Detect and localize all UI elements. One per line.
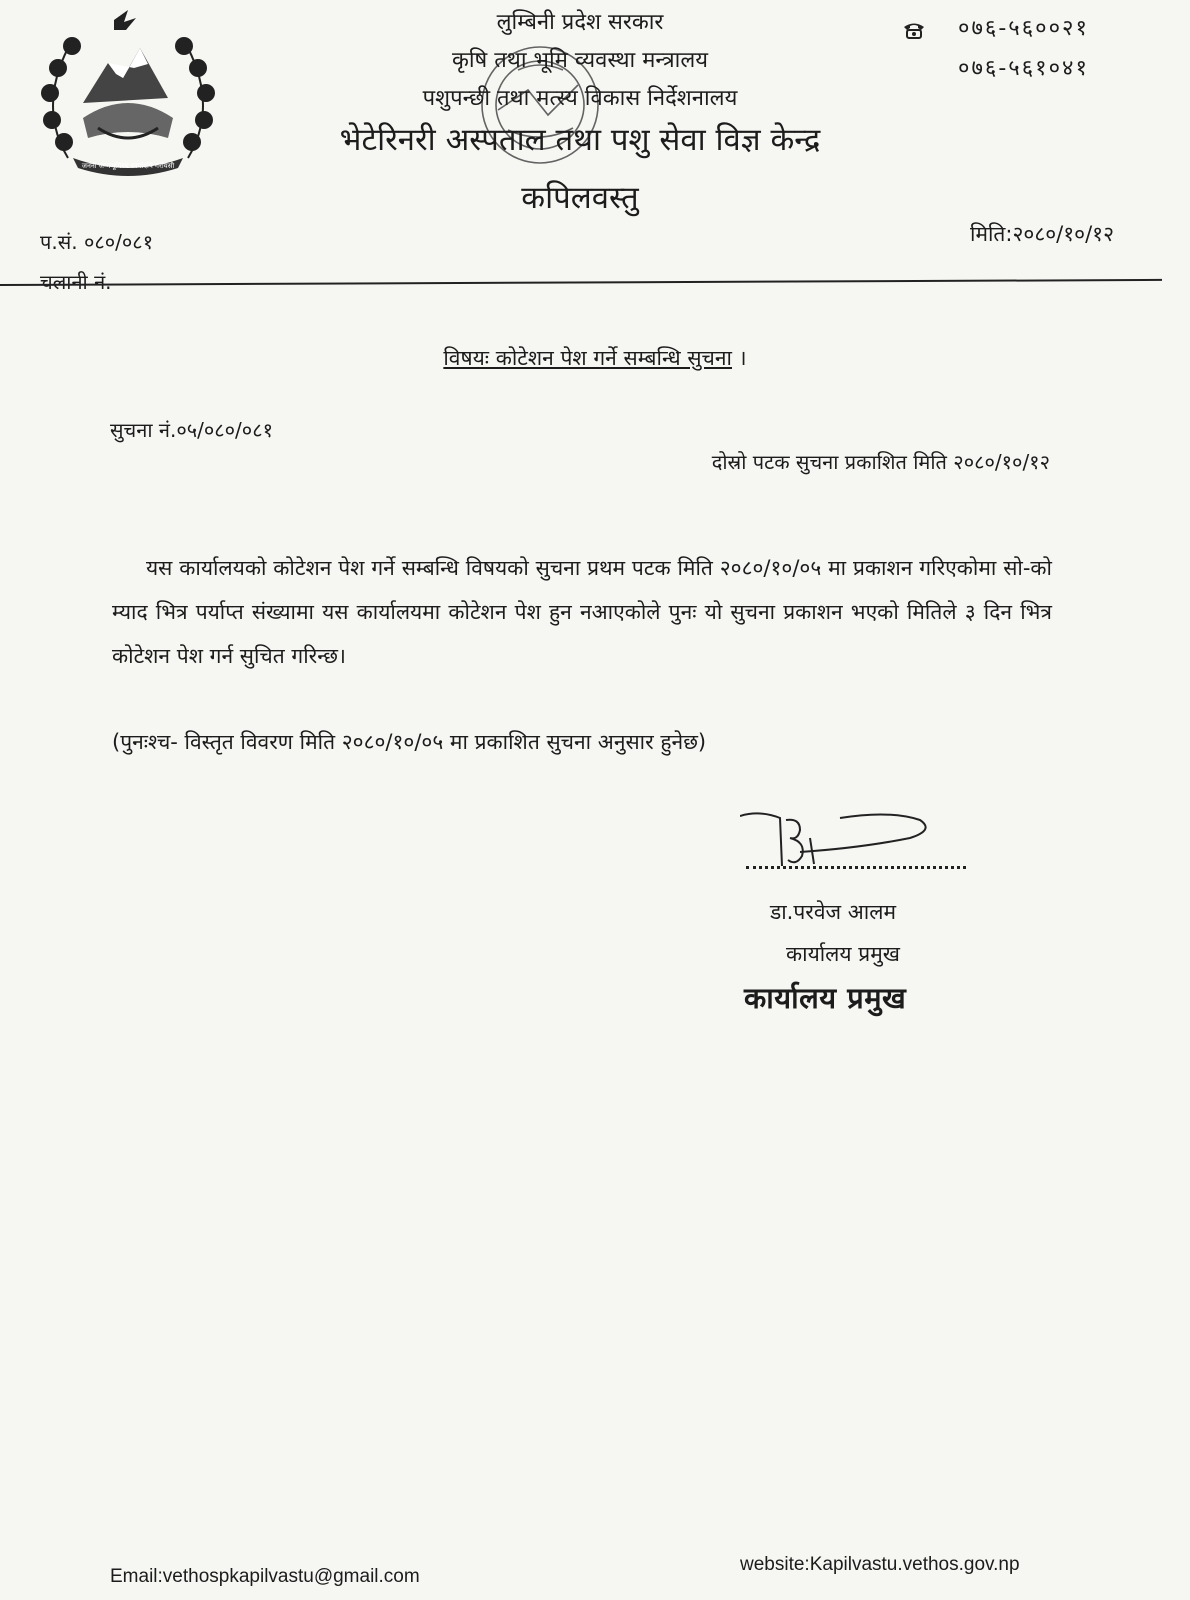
office-name: भेटेरिनरी अस्पताल तथा पशु सेवा विज्ञ केन्द्र — [339, 122, 821, 158]
phone-number-1: ०७६-५६००२१ — [958, 16, 1089, 41]
reference-number: प.सं. ०८०/०८१ — [40, 230, 154, 254]
postscript: (पुनःश्च- विस्तृत विवरण मिति २०८०/१०/०५ मा प्रकाशित सुचना अनुसार हुनेछ) — [112, 730, 707, 754]
subject-line — [0, 344, 1190, 372]
emblem-caption: जननी जन्मभूमिश्च स्वर्गादपि गरीयसी — [81, 162, 175, 170]
subject-text: विषयः कोटेशन पेश गर्ने सम्बन्धि सुचना — [443, 346, 732, 370]
footer-website: website:Kapilvastu.vethos.gov.np — [740, 1554, 1020, 1575]
office-chief-stamp: कार्यालय प्रमुख — [744, 981, 907, 1015]
telephone-icon — [902, 20, 926, 40]
office-location: कपिलवस्तु — [521, 180, 639, 216]
directorate-name: पशुपन्छी तथा मत्स्य विकास निर्देशनालय — [422, 86, 738, 111]
subject-end: । — [732, 346, 747, 370]
signatory-title: कार्यालय प्रमुख — [786, 942, 900, 966]
second-publish-date: दोस्रो पटक सुचना प्रकाशित मिति २०८०/१०/१२ — [711, 450, 1050, 474]
footer-email: Email:vethospkapilvastu@gmail.com — [110, 1566, 420, 1587]
letter-date: मिति:२०८०/१०/१२ — [970, 222, 1114, 246]
nepal-emblem-icon — [28, 8, 228, 178]
notice-number: सुचना नं.०५/०८०/०८१ — [110, 418, 273, 442]
notice-paragraph: यस कार्यालयको कोटेशन पेश गर्ने सम्बन्धि विषयको सुचना प्रथम पटक मिति २०८०/१०/०५ मा प्रकाशन गरिएकोमा सो-को म्याद भित्र पर्याप्त संख्यामा यस कार्यालयमा कोटेशन पेश हुन नआएकोले पुनः यो सुचना प्रकाशन भएको मितिले ३ दिन भित्र कोटेशन पेश गर्न सुचित गरिन्छ। — [112, 556, 1052, 668]
signature-line — [746, 866, 966, 869]
signatory-name: डा.परवेज आलम — [770, 900, 897, 924]
header-divider — [0, 279, 1162, 286]
government-name: लुम्बिनी प्रदेश सरकार — [496, 10, 664, 35]
phone-number-2: ०७६-५६१०४१ — [958, 56, 1089, 81]
ministry-name: कृषि तथा भूमि व्यवस्था मन्त्रालय — [451, 48, 709, 73]
notice-body — [112, 546, 1052, 678]
dispatch-number: चलानी नं. — [40, 270, 112, 294]
